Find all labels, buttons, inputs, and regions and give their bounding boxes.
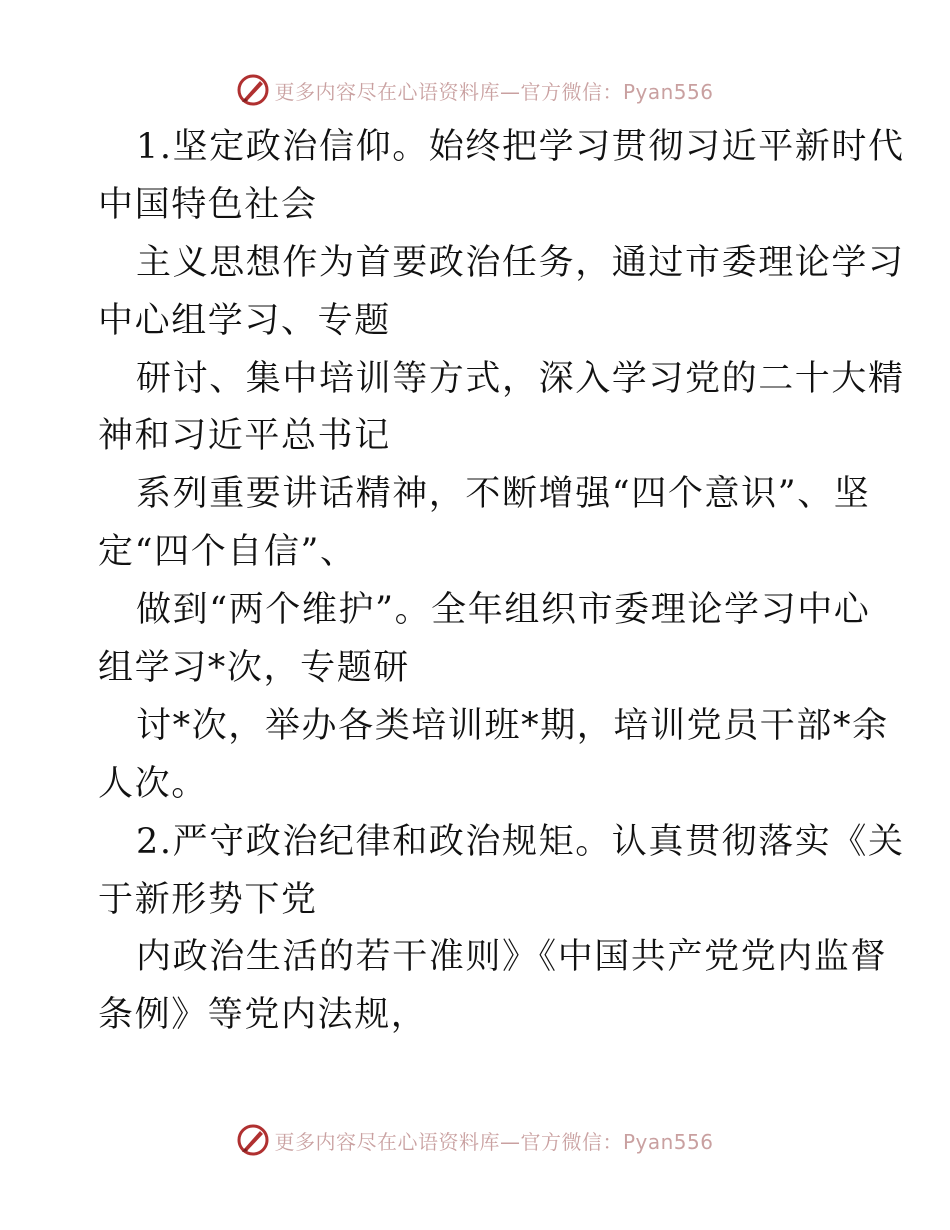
text-line: 条例》等党内法规， (98, 995, 428, 1036)
quill-logo-icon (236, 73, 270, 107)
text-line: 1.坚定政治信仰。始终把学习贯彻习近平新时代 (136, 127, 905, 167)
text-line: 于新形势下党 (98, 879, 318, 920)
text-line: 2.严守政治纪律和政治规矩。认真贯彻落实《关 (136, 821, 905, 862)
text-line: 神和习近平总书记 (98, 416, 391, 457)
text-line: 中心组学习、专题 (98, 300, 391, 341)
header-banner-text: 更多内容尽在心语资料库—官方微信：Pyan556 (274, 79, 714, 104)
text-line: 定“四个自信”、 (98, 532, 357, 573)
text-line: 研讨、集中培训等方式，深入学习党的二十大精 (136, 358, 905, 399)
text-line: 组学习*次，专题研 (98, 648, 410, 689)
footer-banner-text: 更多内容尽在心语资料库—官方微信：Pyan556 (274, 1129, 714, 1154)
text-line: 主义思想作为首要政治任务，通过市委理论学习 (136, 242, 905, 283)
quill-logo-icon (236, 1123, 270, 1157)
text-line: 人次。 (98, 763, 208, 804)
text-line: 做到“两个维护”。全年组织市委理论学习中心 (136, 590, 871, 631)
text-line: 系列重要讲话精神，不断增强“四个意识”、坚 (136, 474, 871, 515)
document-body (98, 119, 905, 1045)
text-line: 讨*次，举办各类培训班*期，培训党员干部*余 (136, 705, 889, 746)
text-line: 中国特色社会 (98, 184, 318, 225)
footer-banner (0, 1120, 950, 1160)
text-line: 内政治生活的若干准则》《中国共产党党内监督 (136, 937, 888, 978)
header-banner (0, 70, 950, 110)
